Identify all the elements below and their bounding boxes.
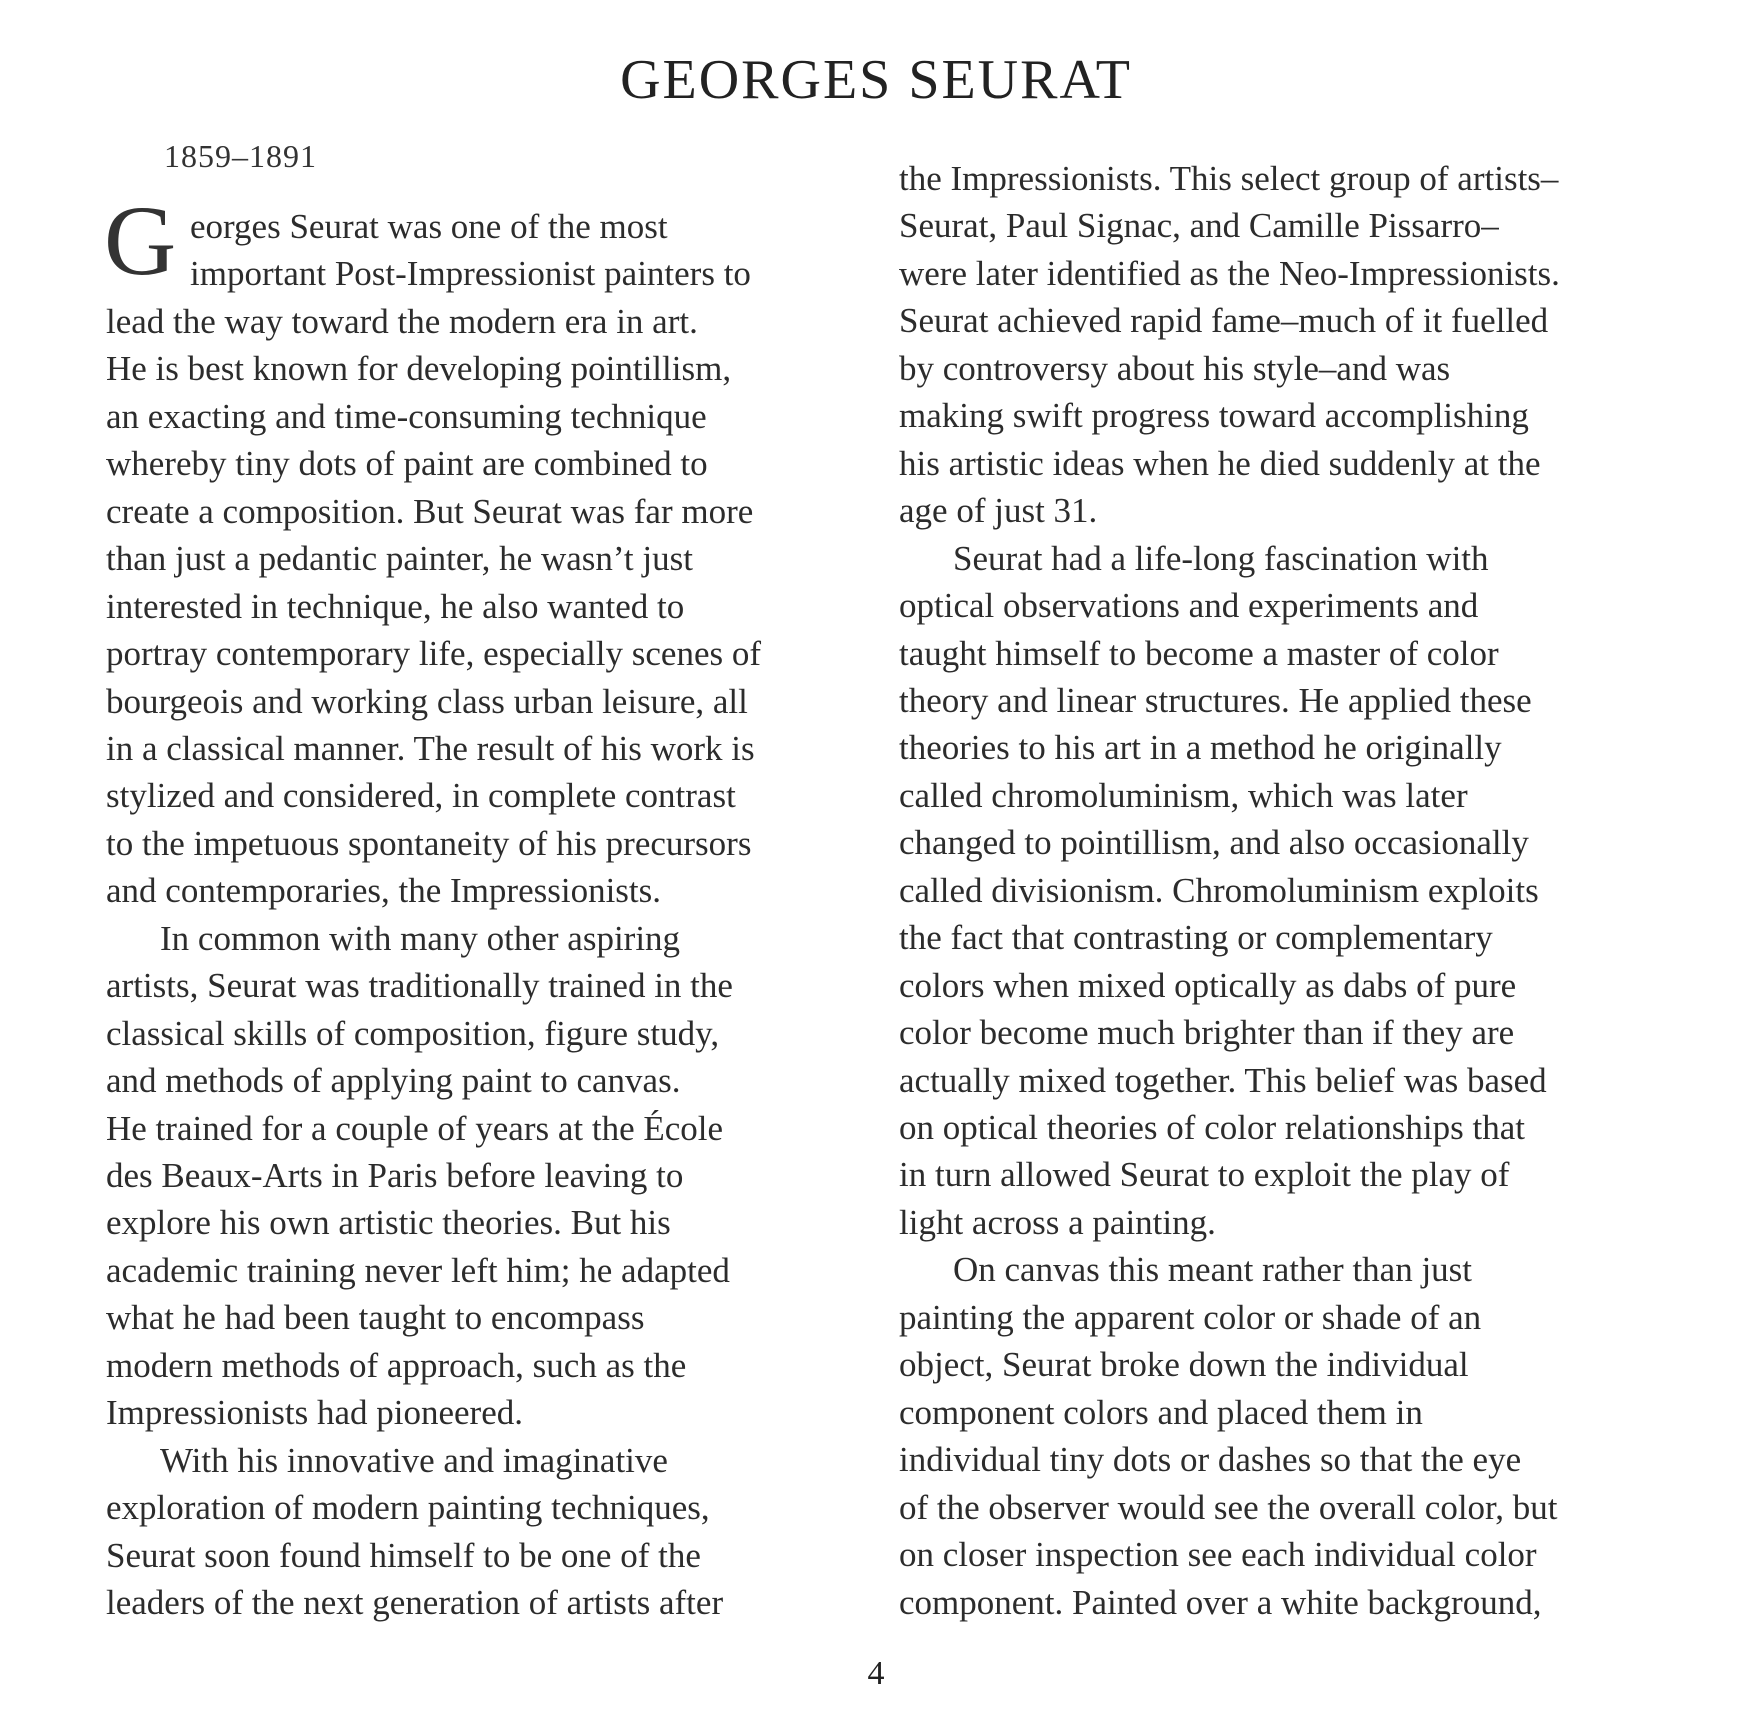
text-line: leaders of the next generation of artists after xyxy=(106,1583,724,1623)
text-line: classical skills of composition, figure study, xyxy=(106,1013,720,1053)
text-line: exploration of modern painting techniques, xyxy=(106,1488,710,1528)
text-line: lead the way toward the modern era in art. xyxy=(106,301,698,341)
text-line: on optical theories of color relationships that xyxy=(899,1108,1525,1147)
page-title: GEORGES SEURAT xyxy=(620,49,1132,111)
text-line: an exacting and time-consuming technique xyxy=(106,396,707,436)
text-line: explore his own artistic theories. But his xyxy=(106,1203,671,1243)
text-line: the fact that contrasting or complementary xyxy=(899,918,1493,958)
text-line: were later identified as the Neo-Impressionists. xyxy=(899,253,1560,293)
text-line: Seurat, Paul Signac, and Camille Pissarro– xyxy=(899,206,1499,246)
text-line: light across a painting. xyxy=(899,1202,1216,1242)
text-line: He trained for a couple of years at the École xyxy=(106,1108,724,1148)
text-line: color become much brighter than if they are xyxy=(899,1013,1515,1053)
text-line: age of just 31. xyxy=(899,491,1098,531)
text-line: called chromoluminism, which was later xyxy=(899,775,1468,815)
text-line: and methods of applying paint to canvas. xyxy=(106,1061,681,1101)
text-line: optical observations and experiments and xyxy=(899,586,1479,626)
text-line: theories to his art in a method he originally xyxy=(899,728,1502,768)
text-line: Impressionists had pioneered. xyxy=(106,1393,523,1433)
text-line: portray contemporary life, especially scenes of xyxy=(106,634,762,674)
text-line: making swift progress toward accomplishing xyxy=(899,396,1529,436)
text-line: On canvas this meant rather than just xyxy=(953,1250,1473,1290)
text-line: modern methods of approach, such as the xyxy=(106,1345,687,1385)
text-line: important Post-Impressionist painters to xyxy=(190,254,751,294)
text-line: colors when mixed optically as dabs of pure xyxy=(899,965,1517,1005)
text-line: his artistic ideas when he died suddenly at the xyxy=(899,443,1541,483)
text-line: individual tiny dots or dashes so that the eye xyxy=(899,1440,1522,1480)
text-line: interested in technique, he also wanted to xyxy=(106,586,685,626)
text-line: by controversy about his style–and was xyxy=(899,348,1451,388)
text-line: create a composition. But Seurat was far more xyxy=(106,491,754,531)
text-line: component. Painted over a white background, xyxy=(899,1582,1542,1622)
text-line: bourgeois and working class urban leisure, all xyxy=(106,681,748,721)
text-line: of the observer would see the overall color, but xyxy=(899,1487,1558,1527)
text-line: what he had been taught to encompass xyxy=(106,1298,645,1338)
text-line: actually mixed together. This belief was based xyxy=(899,1060,1547,1100)
text-line: eorges Seurat was one of the most xyxy=(190,207,668,246)
text-line: In common with many other aspiring xyxy=(160,918,681,958)
text-line: Seurat achieved rapid fame–much of it fuelled xyxy=(899,301,1549,341)
text-line: called divisionism. Chromoluminism exploits xyxy=(899,870,1539,910)
artist-dates: 1859–1891 xyxy=(164,138,317,174)
text-line: component colors and placed them in xyxy=(899,1392,1423,1432)
text-line: des Beaux-Arts in Paris before leaving to xyxy=(106,1156,684,1195)
text-line: Seurat had a life-long fascination with xyxy=(953,538,1489,578)
text-line: theory and linear structures. He applied these xyxy=(899,680,1532,720)
text-line: object, Seurat broke down the individual xyxy=(899,1345,1469,1385)
text-line: whereby tiny dots of paint are combined to xyxy=(106,444,708,484)
text-line: taught himself to become a master of color xyxy=(899,633,1499,673)
text-line: painting the apparent color or shade of an xyxy=(899,1297,1482,1337)
text-line: the Impressionists. This select group of artists– xyxy=(899,159,1559,198)
text-line: stylized and considered, in complete contrast xyxy=(106,776,736,816)
page-number: 4 xyxy=(867,1655,885,1692)
text-line: He is best known for developing pointillism, xyxy=(106,349,732,389)
drop-cap: G xyxy=(104,185,177,296)
text-line: academic training never left him; he adapted xyxy=(106,1250,730,1290)
text-line: and contemporaries, the Impressionists. xyxy=(106,871,662,911)
text-line: artists, Seurat was traditionally trained in the xyxy=(106,966,733,1006)
text-line: changed to pointillism, and also occasionally xyxy=(899,823,1529,863)
text-line: in turn allowed Seurat to exploit the play of xyxy=(899,1155,1510,1195)
text-line: to the impetuous spontaneity of his precursors xyxy=(106,823,752,863)
text-line: on closer inspection see each individual color xyxy=(899,1535,1537,1575)
text-line: Seurat soon found himself to be one of the xyxy=(106,1535,701,1575)
text-line: With his innovative and imaginative xyxy=(160,1440,668,1480)
text-line: than just a pedantic painter, he wasn’t just xyxy=(106,539,693,579)
text-line: in a classical manner. The result of his work is xyxy=(106,728,755,768)
